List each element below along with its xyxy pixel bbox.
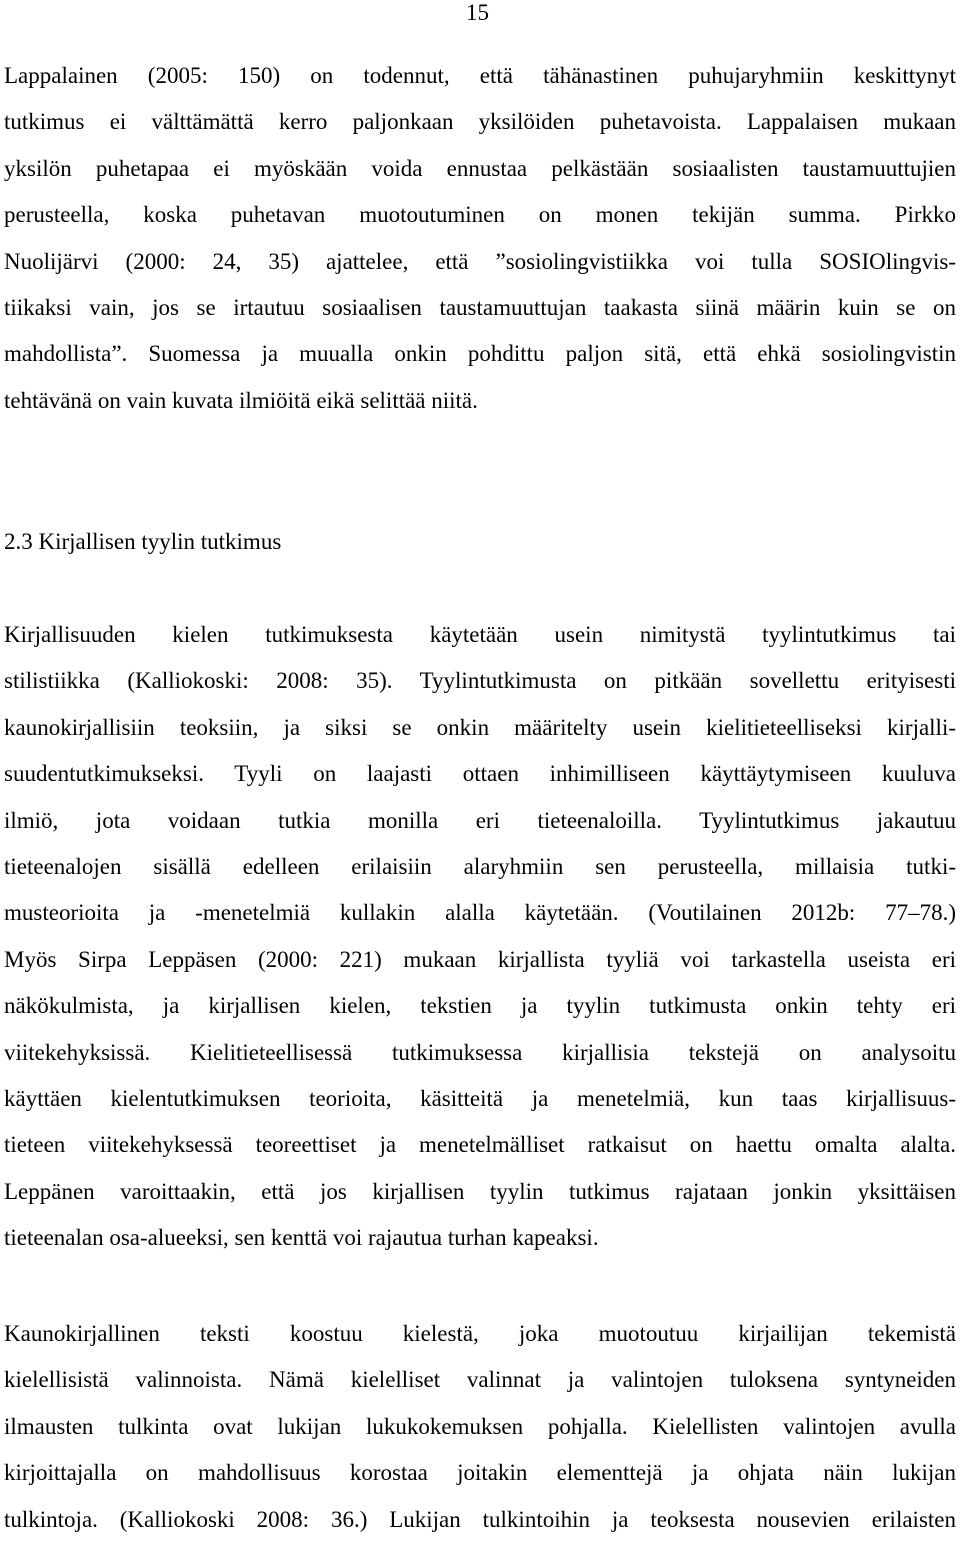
text-line: käyttäen kielentutkimuksen teorioita, käsitteitä ja menetelmiä, kun taas kirjallisuus- [4,1086,956,1112]
text-line: tehtävänä on vain kuvata ilmiöitä eikä selittää niitä. [4,387,478,413]
text-line: Kirjallisuuden kielen tutkimuksesta käytetään usein nimitystä tyylintutkimus tai [4,622,956,647]
page-number: 15 [466,0,489,25]
text-line: tieteenalojen sisällä edelleen erilaisiin alaryhmiin sen perusteella, millaisia tutki- [4,854,956,880]
text-line: Nuolijärvi (2000: 24, 35) ajattelee, että ”sosiolingvistiikka voi tulla SOSIOlingvis- [4,248,956,274]
section-heading: 2.3 Kirjallisen tyylin tutkimus [4,529,282,554]
text-line: tiikaksi vain, jos se irtautuu sosiaalisen taustamuuttujan taakasta siinä määrin kuin se on [4,295,956,321]
text-line: Kaunokirjallinen teksti koostuu kielestä, joka muotoutuu kirjailijan tekemistä [4,1321,956,1346]
text-line: tutkimus ei välttämättä kerro paljonkaan yksilöiden puhetavoista. Lappalaisen mukaan [4,109,956,135]
text-line: kirjoittajalla on mahdollisuus korostaa joitakin elementtejä ja ohjata näin lukijan [4,1460,956,1486]
text-line: Leppänen varoittaakin, että jos kirjallisen tyylin tutkimus rajataan jonkin yksittäisen [4,1178,956,1204]
text-line: tulkintoja. (Kalliokoski 2008: 36.) Lukijan tulkintoihin ja teoksesta nousevien erilaisten [4,1506,956,1532]
text-line: kielellisistä valinnoista. Nämä kielelliset valinnat ja valintojen tuloksena syntyneiden [4,1367,956,1393]
text-line: ilmausten tulkinta ovat lukijan lukukokemuksen pohjalla. Kielellisten valintojen avulla [4,1413,956,1439]
paragraph-1 [4,53,956,424]
text-line: tieteenalan osa-alueeksi, sen kenttä voi rajautua turhan kapeaksi. [4,1225,599,1251]
text-line: Lappalainen (2005: 150) on todennut, että tähänastinen puhujaryhmiin keskittynyt [4,63,956,88]
text-line: näkökulmista, ja kirjallisen kielen, tekstien ja tyylin tutkimusta onkin tehty eri [4,993,956,1019]
text-line: suudentutkimukseksi. Tyyli on laajasti ottaen inhimilliseen käyttäytymiseen kuuluva [4,761,956,787]
text-line: mahdollista”. Suomessa ja muualla onkin pohdittu paljon sitä, että ehkä sosiolingvistin [4,341,956,367]
text-line: viitekehyksissä. Kielitieteellisessä tutkimuksessa kirjallisia tekstejä on analysoitu [4,1039,956,1065]
text-line: tieteen viitekehyksessä teoreettiset ja menetelmälliset ratkaisut on haettu omalta alalta. [4,1132,956,1158]
paragraph-3 [4,1311,956,1543]
text-line: ilmiö, jota voidaan tutkia monilla eri tieteenaloilla. Tyylintutkimus jakautuu [4,807,956,833]
text-line: Myös Sirpa Leppäsen (2000: 221) mukaan kirjallista tyyliä voi tarkastella useista eri [4,946,956,972]
text-line: yksilön puhetapaa ei myöskään voida ennustaa pelkästään sosiaalisten taustamuuttujien [4,155,956,181]
text-line: kaunokirjallisiin teoksiin, ja siksi se onkin määritelty usein kielitieteelliseksi kirjalli- [4,714,956,740]
text-line: perusteella, koska puhetavan muotoutuminen on monen tekijän summa. Pirkko [4,202,956,228]
text-line: stilistiikka (Kalliokoski: 2008: 35). Tyylintutkimusta on pitkään sovellettu erityisesti [4,668,956,694]
text-line: musteorioita ja -menetelmiä kullakin alalla käytetään. (Voutilainen 2012b: 77–78.) [4,900,956,926]
paragraph-2 [4,612,956,1262]
